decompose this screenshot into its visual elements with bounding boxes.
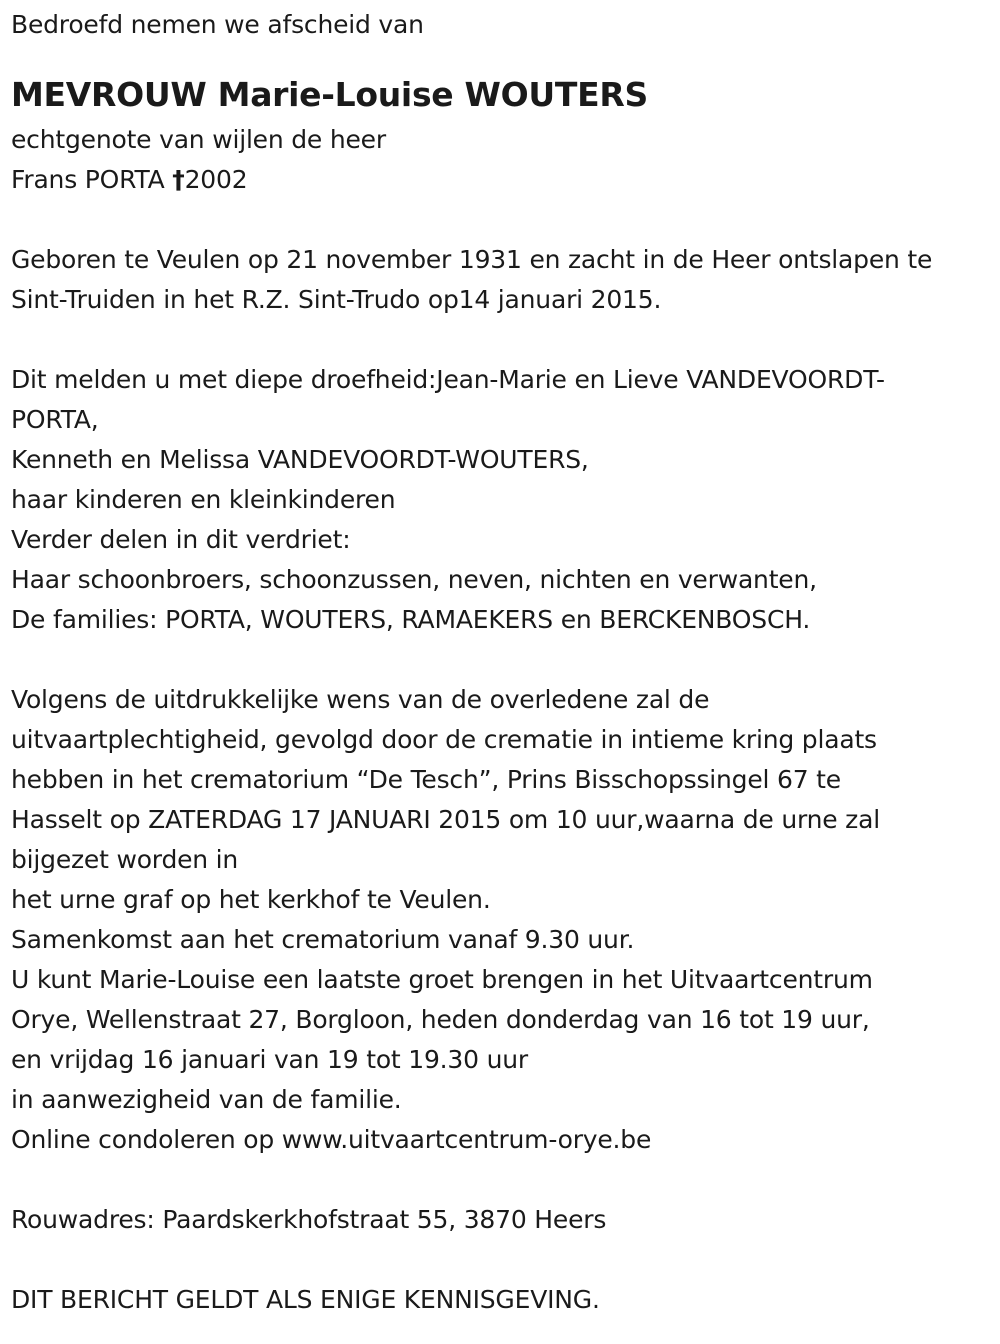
spouse-name: Frans PORTA <box>11 165 165 194</box>
mourning-address: Rouwadres: Paardskerkhofstraat 55, 3870 Heers <box>11 1205 607 1234</box>
paragraph-line: Geboren te Veulen op 21 november 1931 en zacht in de Heer ontslapen te <box>11 245 933 274</box>
paragraph-line: De families: PORTA, WOUTERS, RAMAEKERS en BERCKENBOSCH. <box>11 605 811 634</box>
deceased-name: MEVROUW Marie-Louise WOUTERS <box>11 75 648 114</box>
paragraph-line: Volgens de uitdrukkelijke wens van de overledene zal de <box>11 685 710 714</box>
paragraph-line: Dit melden u met diepe droefheid:Jean-Marie en Lieve VANDEVOORDT- <box>11 365 885 394</box>
paragraph-line: in aanwezigheid van de familie. <box>11 1085 402 1114</box>
paragraph-line: hebben in het crematorium “De Tesch”, Prins Bisschopssingel 67 te <box>11 765 841 794</box>
paragraph-line: Online condoleren op www.uitvaartcentrum-orye.be <box>11 1125 652 1154</box>
intro-text: Bedroefd nemen we afscheid van <box>11 10 424 39</box>
paragraph-line: haar kinderen en kleinkinderen <box>11 485 396 514</box>
paragraph-line: U kunt Marie-Louise een laatste groet brengen in het Uitvaartcentrum <box>11 965 873 994</box>
spouse-intro: echtgenote van wijlen de heer <box>11 125 386 154</box>
paragraph-line: het urne graf op het kerkhof te Veulen. <box>11 885 491 914</box>
paragraph-line: Samenkomst aan het crematorium vanaf 9.30 uur. <box>11 925 635 954</box>
paragraph-line: Kenneth en Melissa VANDEVOORDT-WOUTERS, <box>11 445 589 474</box>
spouse-line <box>11 160 996 200</box>
spouse-death-year: 2002 <box>184 165 248 194</box>
cross-icon: † <box>172 165 185 194</box>
paragraph-line: Haar schoonbroers, schoonzussen, neven, nichten en verwanten, <box>11 565 817 594</box>
paragraph-line: Sint-Truiden in het R.Z. Sint-Trudo op14 januari 2015. <box>11 285 662 314</box>
paragraph-line: PORTA, <box>11 405 99 434</box>
paragraph-line: Hasselt op ZATERDAG 17 JANUARI 2015 om 10 uur,waarna de urne zal <box>11 805 880 834</box>
closing-statement: DIT BERICHT GELDT ALS ENIGE KENNISGEVING. <box>11 1285 600 1314</box>
paragraph-line: bijgezet worden in <box>11 845 239 874</box>
paragraph-line: en vrijdag 16 januari van 19 tot 19.30 uur <box>11 1045 528 1074</box>
obituary-notice <box>11 0 996 1320</box>
paragraph-line: uitvaartplechtigheid, gevolgd door de crematie in intieme kring plaats <box>11 725 877 754</box>
paragraph-line: Verder delen in dit verdriet: <box>11 525 351 554</box>
birth-death-paragraph <box>11 240 996 320</box>
family-paragraph <box>11 360 996 640</box>
ceremony-paragraph <box>11 680 996 1160</box>
paragraph-line: Orye, Wellenstraat 27, Borgloon, heden donderdag van 16 tot 19 uur, <box>11 1005 870 1034</box>
